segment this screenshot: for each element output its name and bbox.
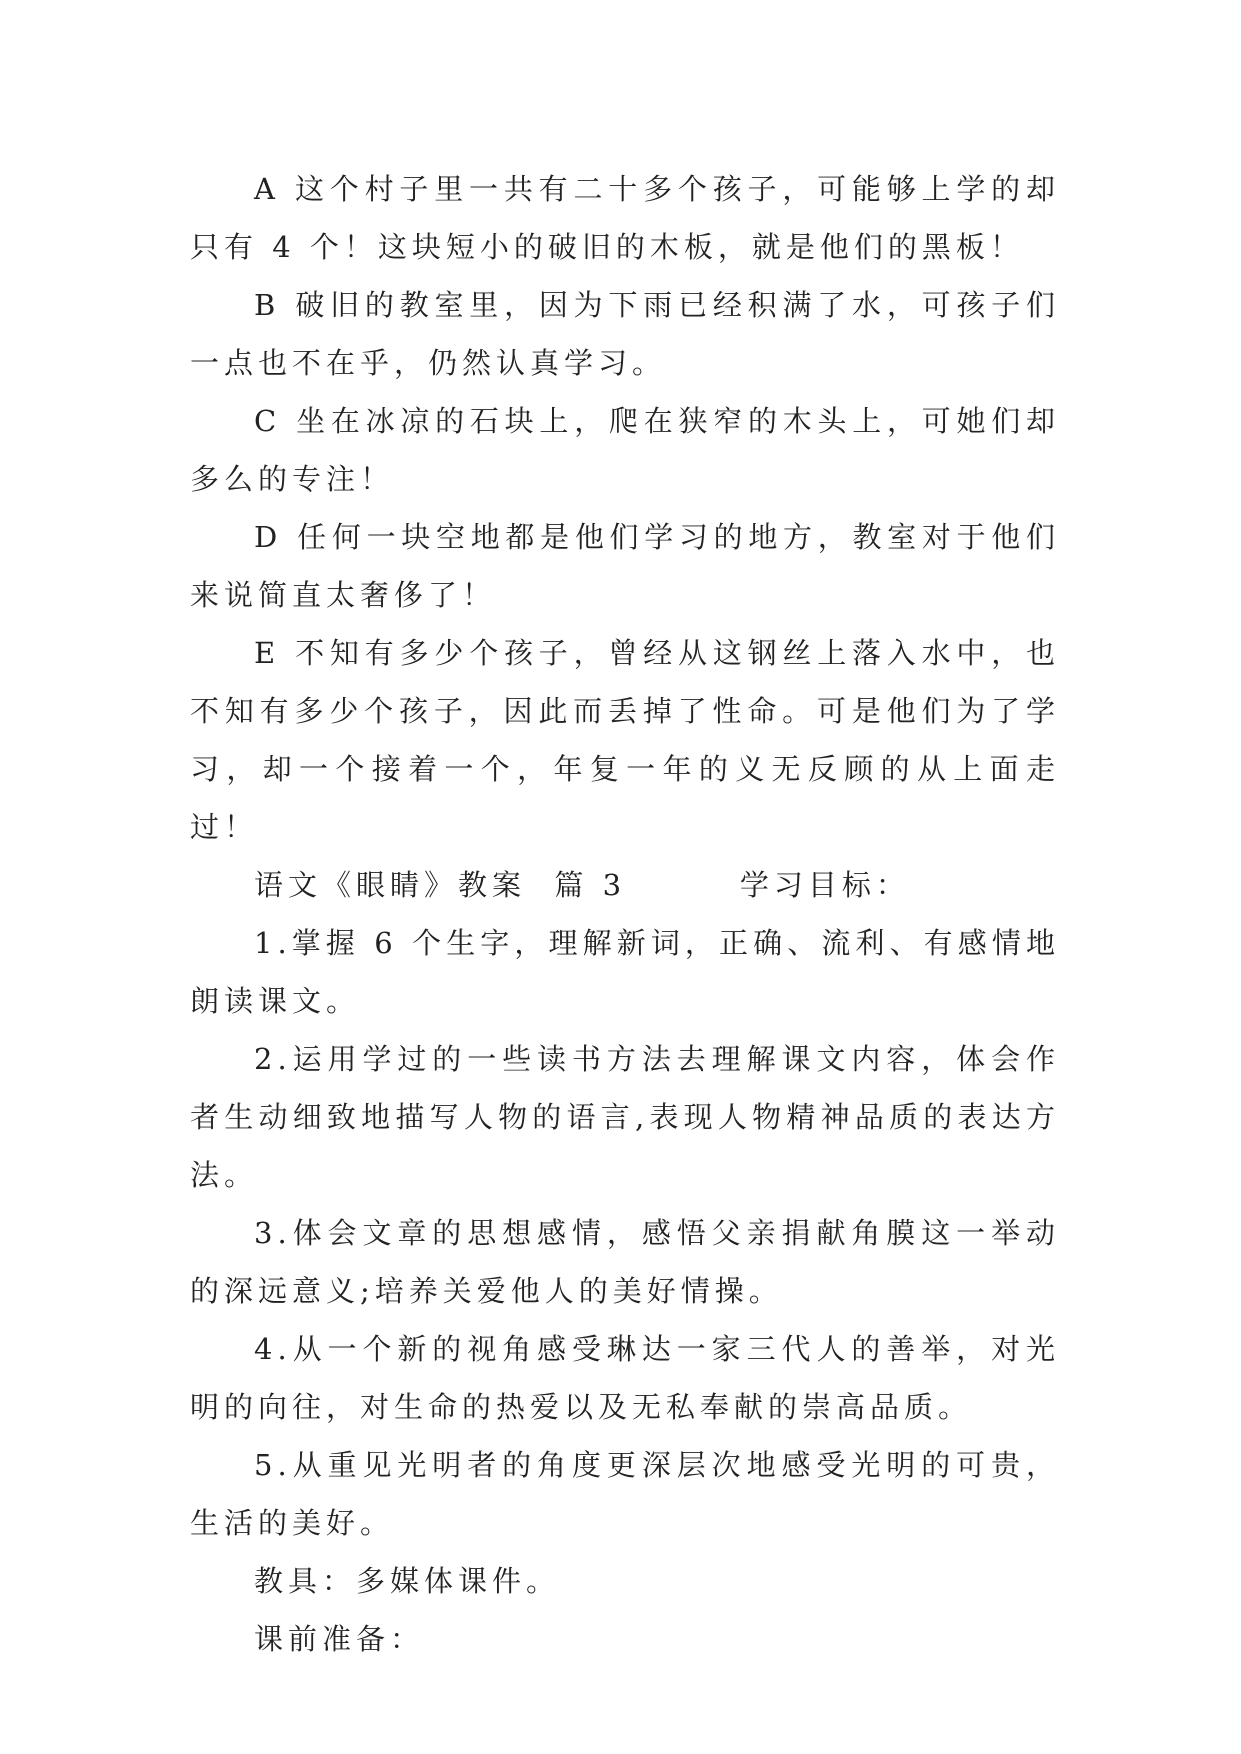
paragraph-d: D 任何一块空地都是他们学习的地方，教室对于他们来说简直太奢侈了！: [190, 520, 1060, 612]
paragraph-e: E 不知有多少个孩子，曾经从这钢丝上落入水中，也不知有多少个孩子，因此而丢掉了性命。可是他们为了学习，却一个接着一个，年复一年的义无反顾的从上面走过！: [190, 636, 1060, 844]
objective-5: 5.从重见光明者的角度更深层次地感受光明的可贵，生活的美好。: [190, 1448, 1060, 1540]
document-body: [190, 160, 1060, 1668]
class-preparation: 课前准备：: [254, 1622, 425, 1656]
objective-2: 2.运用学过的一些读书方法去理解课文内容，体会作者生动细致地描写人物的语言,表现人物精神品质的表达方法。: [190, 1042, 1060, 1192]
paragraph-c: C 坐在冰凉的石块上，爬在狭窄的木头上，可她们却多么的专注！: [190, 404, 1060, 496]
objective-3: 3.体会文章的思想感情，感悟父亲捐献角膜这一举动的深远意义;培养关爱他人的美好情操。: [190, 1216, 1060, 1308]
paragraph-a: A 这个村子里一共有二十多个孩子，可能够上学的却只有 4 个！这块短小的破旧的木板，就是他们的黑板！: [190, 172, 1060, 264]
teaching-materials: 教具：多媒体课件。: [254, 1564, 561, 1598]
objective-4: 4.从一个新的视角感受琳达一家三代人的善举，对光明的向往，对生命的热爱以及无私奉献的崇高品质。: [190, 1332, 1060, 1424]
objectives-label: 学习目标：: [739, 868, 910, 902]
paragraph-b: B 破旧的教室里，因为下雨已经积满了水，可孩子们一点也不在乎，仍然认真学习。: [190, 288, 1060, 380]
objective-1: 1.掌握 6 个生字，理解新词，正确、流利、有感情地朗读课文。: [190, 926, 1060, 1018]
section-heading: [190, 856, 1060, 914]
section-title: 语文《眼睛》教案 篇 3: [254, 868, 627, 902]
